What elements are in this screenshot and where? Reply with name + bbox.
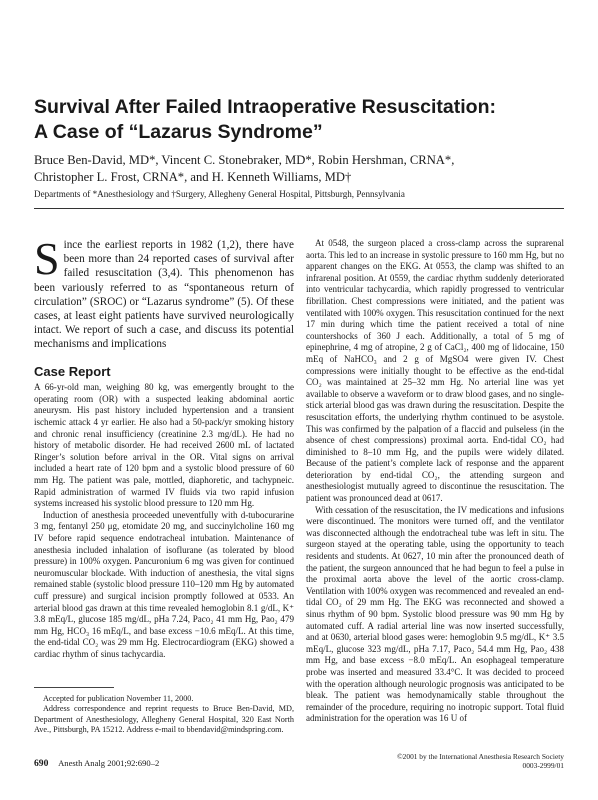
copyright-line-2: 0003-2999/01 (522, 761, 564, 771)
header-divider (34, 208, 564, 209)
drop-cap: S (34, 233, 60, 284)
footnote (34, 687, 294, 736)
page-number: 690 (34, 758, 49, 769)
introduction (34, 233, 294, 352)
copyright-notice (306, 752, 564, 771)
left-column (34, 233, 294, 660)
title-line-1: Survival After Failed Intraoperative Resuscitation: (34, 96, 496, 118)
affiliations: Departments of *Anesthesiology and †Surgery, Allegheny General Hospital, Pittsburgh, Pennsylvania (34, 189, 405, 199)
journal-citation: Anesth Analg 2001;92:690–2 (58, 758, 160, 768)
section-heading-case-report: Case Report (34, 363, 111, 379)
right-column (306, 238, 564, 725)
intro-text: ince the earliest reports in 1982 (1,2), there have been more than 24 reported cases of survival after failed resuscitation (3,4). This phenomenon has been variously referred to as “spontaneous return of circulation” (SROC) or “Lazarus syndrome” (5). Of these cases, at least eight patients have survived neurologically intact. We report of such a case, and discuss its potential mechanisms and implications (34, 239, 294, 351)
footnote-correspondence: Address correspondence and reprint requests to Bruce Ben-David, MD, Department of Anesthesiology, Allegheny General Hospital, 320 East North Ave., Pittsburgh, PA 15212. Address e-mail to bbendavid@mindspring.com. (34, 704, 294, 735)
article-title (34, 95, 574, 145)
authors-line-1: Bruce Ben-David, MD*, Vincent C. Stonebraker, MD*, Robin Hershman, CRNA*, (34, 153, 455, 167)
title-line-2: A Case of “Lazarus Syndrome” (34, 121, 323, 143)
paragraph: A 66-yr-old man, weighing 80 kg, was emergently brought to the operating room (OR) with a suspected leaking abdominal aortic aneurysm. His past history included hypertension and a transient ischemic attack 4 yr earlier. He also had a 50-pack/yr smoking history and chronic renal insufficiency (creatinine 2.3 mg/dL). He had no history of metabolic disorder. He had received 2600 mL of lactated Ringer’s solution before arrival in the OR. Vital signs on arrival included a heart rate of 120 bpm and a systolic blood pressure of 60 mm Hg. The patient was pale, mottled, diaphoretic, and tachypneic. Rapid administration of warmed IV fluids via two rapid infusion systems increased his systolic blood pressure to 120 mm Hg. (34, 382, 294, 509)
copyright-line-1: ©2001 by the International Anesthesia Research Society (397, 752, 564, 761)
author-list (34, 152, 574, 186)
paragraph: Induction of anesthesia proceeded uneventfully with d-tubocurarine 3 mg, fentanyl 250 μg, etomidate 20 mg, and succinylcholine 160 mg IV before rapid sequence endotracheal intubation. Maintenance of anesthesia included inhalation of isoflurane (as tolerated by blood pressure) in 100% oxygen. Pancuronium 6 mg was given for continued neuromuscular blockade. With induction of anesthesia, the vital signs remained stable (systolic blood pressure 110–120 mm Hg by automated cuff pressure) and surgical incision promptly followed at 0533. An arterial blood gas drawn at this time revealed hemoglobin 8.1 g/dL, K⁺ 3.8 mEq/L, glucose 185 mg/dL, pHa 7.24, Paco₂ 41 mm Hg, Pao₂ 479 mm Hg, HCO₃ 16 mEq/L, and base excess −10.6 mEq/L. At this time, the end-tidal CO₂ was 29 mm Hg. Electrocardiogram (EKG) showed a cardiac rhythm of sinus tachycardia. (34, 509, 294, 659)
footnote-acceptance: Accepted for publication November 11, 2000. (43, 694, 194, 703)
authors-line-2: Christopher L. Frost, CRNA*, and H. Kenneth Williams, MD† (34, 170, 352, 184)
footnote-divider (34, 687, 114, 688)
paragraph: With cessation of the resuscitation, the IV medications and infusions were discontinued. The monitors were turned off, and the ventilator was disconnected although the endotracheal tube was left in situ. The surgeon stayed at the operating table, using the opportunity to teach residents and students. At 0627, 10 min after the pronounced death of the patient, the surgeon announced that he had begun to feel a pulse in the proximal aorta above the level of the aortic cross-clamp. Ventilation with 100% oxygen was recommenced and revealed an end-tidal CO₂ of 29 mm Hg. The EKG was reconnected and showed a sinus rhythm of 90 bpm. Systolic blood pressure was 90 mm Hg by automated cuff. A radial arterial line was now inserted successfully, and at 0630, arterial blood gases were: hemoglobin 9.5 mg/dL, K⁺ 3.5 mEq/L, glucose 323 mg/dL, pHa 7.17, Paco₂ 54.4 mm Hg, Pao₂ 438 mm Hg, and base excess −8.0 mEq/L. An esophageal temperature probe was inserted and measured 33.4°C. It was decided to proceed with the operation although neurologic prognosis was anticipated to be bleak. The patient was hemodynamically stable throughout the remainder of the procedure, requiring no inotropic support. Total fluid administration for the operation was 16 U of (306, 504, 564, 724)
page-footer (34, 758, 159, 769)
paragraph: At 0548, the surgeon placed a cross-clamp across the suprarenal aorta. This led to an increase in systolic pressure to 160 mm Hg, but no apparent changes on the EKG. At 0553, the clamp was shifted to an infrarenal position. At 0559, the cardiac rhythm suddenly deteriorated into ventricular tachycardia, which rapidly progressed to ventricular fibrillation. Chest compressions were initiated, and the patient was ventilated with 100% oxygen. This resuscitation continued for the next 17 min during which time the patient received a total of nine countershocks of 360 J each. Additionally, a total of 5 mg of epinephrine, 4 mg of atropine, 2 g of CaCl₂, 400 mg of lidocaine, 150 mEq of NaHCO₃ and 2 g of MgSO4 were given IV. Chest compressions were initially thought to be effective as the end-tidal CO₂ was maintained at 25–32 mm Hg. No arterial line was yet available to observe a waveform or to draw blood gases, and no single-stick arterial blood gas was drawn during the resuscitation. Despite the resuscitation efforts, the underlying rhythm continued to be asystole. This was confirmed by the palpation of a flaccid and pulseless (in the absence of chest compressions) proximal aorta. End-tidal CO₂ had diminished to 8–10 mm Hg, and the pupils were widely dilated. Because of the patient’s complete lack of response and the apparent deterioration by end-tidal CO₂, the attending surgeon and anesthesiologist mutually agreed to discontinue the resuscitation. The patient was pronounced dead at 0617. (306, 238, 564, 504)
